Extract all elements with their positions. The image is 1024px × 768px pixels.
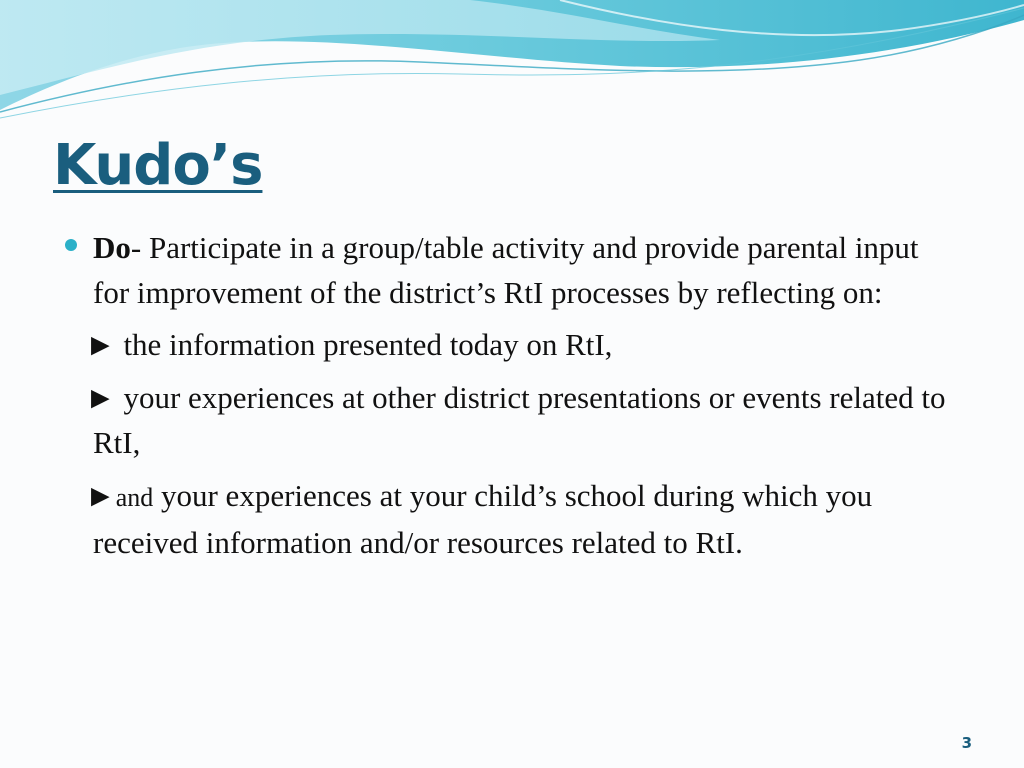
page-number: 3: [961, 734, 972, 752]
sub-item-3: [60, 473, 960, 565]
slide-body: [60, 225, 960, 565]
bullet-dot-icon: [65, 239, 77, 251]
sub-item-2: [60, 375, 960, 465]
sub-item-1: [60, 322, 960, 367]
bullet-bold-lead: Do: [93, 230, 131, 265]
bullet-text: - Participate in a group/table activity and provide parental input for improvement of the district’s RtI processes by reflecting on:: [93, 230, 919, 310]
arrow-right-icon: ►: [85, 327, 116, 362]
sub-item-2-text: your experiences at other district presentations or events related to RtI,: [93, 380, 946, 460]
slide-title: Kudo’s: [53, 133, 263, 198]
arrow-right-icon: ►: [85, 380, 116, 415]
sub-item-1-text: the information presented today on RtI,: [115, 327, 613, 362]
main-bullet: [60, 225, 960, 315]
sub-item-3-text: your experiences at your child’s school during which you received information and/or resources related to RtI.: [93, 478, 873, 560]
sub-item-3-and: and: [115, 483, 154, 512]
arrow-right-icon: ►: [85, 478, 116, 513]
wave-header-decoration: [0, 0, 1024, 130]
